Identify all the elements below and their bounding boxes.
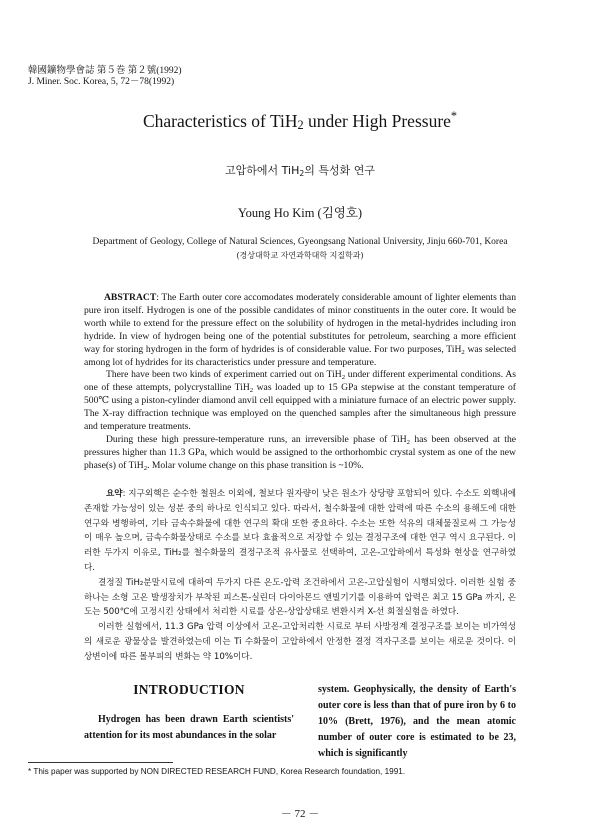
korean-abstract: [84, 487, 516, 665]
subscript: 2: [341, 374, 346, 382]
introduction-left-column: [84, 682, 294, 744]
abstract-text: was selected among lot of hydrides for its characteristics under pressure and temperature.: [84, 343, 516, 368]
abstract-text: under different experimental conditions. As one of these attempts, polycrystalline TiH: [84, 369, 516, 394]
korean-abstract-paragraph: 이러한 실험에서, 11.3 GPa 압력 이상에서 고온-고압처리한 시료로 부터 사방정계 결정구조를 보이는 비가역성의 새로운 광물상을 발견하였는데 이는 Ti 수화물이 고압하에서 안정한 결정 격자구조를 보이는 새로운 것이다. 이 상변이에 따른 몰부피의 변화는 약 10%이다.: [84, 622, 516, 662]
footnote-divider: [28, 762, 173, 763]
title-footnote-mark: *: [450, 109, 458, 124]
introduction-text-left: Hydrogen has been drawn Earth scientists' attention for its most abundances in the solar: [84, 714, 294, 741]
korean-title-pre: 고압하에서 TiH: [225, 164, 300, 177]
introduction-heading: INTRODUCTION: [133, 682, 245, 697]
korean-title-subscript: 2: [299, 169, 305, 178]
abstract-text: : The Earth outer core accomodates moderately considerable amount of lighter elements than pure iron itself. Hydrogen is one of the possible candidates of minor constituents in the outer core. It would be worth while to extend for the pressure effect on the solubility of hydrogen in the metal-hydrides including iron hydride. In view of hydrogen being one of the potential substitutes for petroleum, searching a more efficient way for storing hydrogen in the form of hydrides is of considerable value. For two purposes, TiH: [84, 292, 516, 355]
abstract-text: was loaded up to 15 GPa stepwise at the constant temperature of 500℃ using a piston-cylinder diamond anvil cell equipped with a miniature furnace of an electric power supply. The X-ray diffraction technique was employed on the quenched samples after the simultaneous high pressure and temperature treatments.: [84, 382, 516, 433]
abstract-paragraph: [84, 434, 516, 473]
korean-abstract-label: 요약: [106, 489, 123, 499]
paper-title: [0, 111, 600, 132]
korean-abstract-paragraph: 결정질 TiH₂분말시료에 대하여 두가지 다른 온도-압력 조건하에서 고온-고압실험이 시행되었다. 이러한 실험 중 하나는 소형 고온 발생장치가 부착된 피스톤-실린더 다이아몬드 앤빌기기를 이용하여 압력은 최고 15 GPa 까지, 온도는 500℃에 고정시킨 상태에서 처리한 시료를 상온-상압상태로 변환시켜 X-선 회절실험을 하였다.: [84, 577, 516, 618]
affiliation-english: Department of Geology, College of Natural Sciences, Gyeongsang National University, Jinju 660-701, Korea: [92, 237, 508, 247]
title-text-pre: Characteristics of TiH: [142, 111, 298, 131]
abstract-paragraph: [84, 292, 516, 369]
affiliation-korean: (경상대학교 자연과학대학 지질학과): [236, 251, 364, 260]
title-text-post: under High Pressure: [303, 111, 451, 131]
subscript: 2: [406, 438, 410, 446]
korean-title: [0, 162, 600, 178]
english-abstract: [84, 292, 516, 473]
title-subscript: 2: [297, 118, 304, 132]
journal-citation-korean: 韓國鑛物學會誌 第５巻 第２號(1992): [28, 66, 182, 76]
korean-abstract-text: : 지구외핵은 순수한 철원소 이외에, 철보다 원자량이 낮은 원소가 상당량 포함되어 있다. 수소도 외핵내에 존재할 가능성이 있는 성분 중의 하나로 인식되고 있다. 따라서, 철수화물에 대한 압력에 따른 수소의 용해도에 대한 연구와 병행하여, 기타 금속수화물에 대한 연구의 확대 또한 중요하다. 수소는 또한 석유의 대체물질로써 그 가능성이 매우 높으며, 금속수화물상태로 수소를 보다 효율적으로 저장할 수 있는 결정구조에 대한 연구 역시 요구된다. 이러한 두가지 이유로, TiH₂를 철수화물의 결정구조적 유사물로 선택하여, 고온-고압하에서 특성화 현상을 연구하였다.: [84, 489, 516, 573]
abstract-text: There have been two kinds of experiment carried out on TiH: [106, 369, 342, 381]
footnote: * This paper was supported by NON DIRECTED RESEARCH FUND, Korea Research foundation, 1991.: [28, 767, 406, 776]
korean-title-post: 의 특성화 연구: [304, 164, 375, 177]
subscript: 2: [249, 387, 254, 395]
subscript: 2: [461, 348, 465, 356]
abstract-paragraph: [84, 369, 516, 434]
subscript: 2: [143, 464, 148, 472]
page-number: － 72 －: [280, 808, 320, 820]
abstract-label: ABSTRACT: [104, 292, 157, 303]
journal-citation-english: J. Miner. Soc. Korea, 5, 72－78(1992): [28, 77, 175, 87]
affiliation: [0, 236, 600, 262]
introduction-right-column: system. Geophysically, the density of Earth's outer core is less than that of pure iron by 6 to 10% (Brett, 1976), and the mean atomic number of outer core is estimated to be 23, which is significantly: [318, 684, 516, 759]
abstract-text: has been observed at the pressures higher than 11.3 GPa, which would be assigned to the orthorhombic crystal system as one of the new phase(s) of TiH: [84, 433, 516, 471]
abstract-text: During these high pressure-temperature runs, an irreversible phase of TiH: [106, 433, 407, 445]
journal-header: [28, 66, 182, 88]
korean-abstract-paragraph: [84, 487, 516, 576]
author-name: Young Ho Kim (김영호): [237, 206, 363, 220]
abstract-text: . Molar volume change on this phase transition is ~10%.: [147, 459, 364, 471]
